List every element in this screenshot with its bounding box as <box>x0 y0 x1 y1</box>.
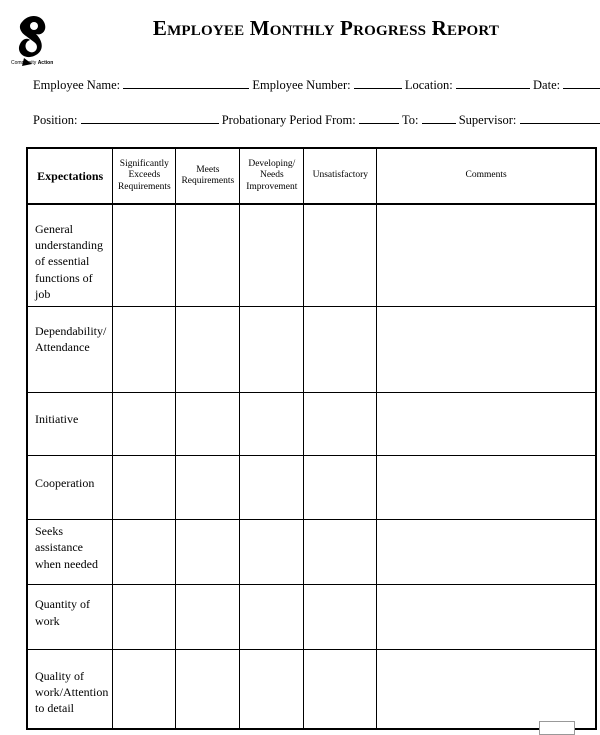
rating-cell[interactable] <box>240 584 304 649</box>
row-label: General understanding of essential functions of job <box>27 204 113 306</box>
rating-cell[interactable] <box>113 455 176 519</box>
significantly-exceeds-header: Significantly Exceeds Requirements <box>113 148 176 204</box>
table-row <box>27 519 596 584</box>
probationary-from-field[interactable] <box>359 111 399 124</box>
probationary-from-label: Probationary Period From: <box>222 113 356 128</box>
table-header-row <box>27 148 596 204</box>
comments-cell[interactable] <box>377 584 596 649</box>
table-row <box>27 204 596 306</box>
rating-cell[interactable] <box>240 204 304 306</box>
comments-header: Comments <box>377 148 596 204</box>
location-label: Location: <box>405 78 453 93</box>
rating-cell[interactable] <box>304 649 377 729</box>
page-scroll-indicator[interactable] <box>539 721 575 735</box>
rating-cell[interactable] <box>304 584 377 649</box>
rating-cell[interactable] <box>176 649 240 729</box>
table-row <box>27 392 596 455</box>
expectations-header: Expectations <box>27 148 113 204</box>
logo-caption: Community Action <box>11 60 53 66</box>
unsatisfactory-header: Unsatisfactory <box>304 148 377 204</box>
to-label: To: <box>402 113 419 128</box>
rating-cell[interactable] <box>304 392 377 455</box>
rating-cell[interactable] <box>113 306 176 392</box>
comments-cell[interactable] <box>377 649 596 729</box>
rating-cell[interactable] <box>113 392 176 455</box>
rating-cell[interactable] <box>304 455 377 519</box>
rating-cell[interactable] <box>176 455 240 519</box>
table-row <box>27 649 596 729</box>
table-row <box>27 584 596 649</box>
row-label: Cooperation <box>27 455 113 519</box>
rating-cell[interactable] <box>176 204 240 306</box>
rating-cell[interactable] <box>113 519 176 584</box>
rating-cell[interactable] <box>176 392 240 455</box>
position-label: Position: <box>33 113 77 128</box>
row-label: Quality of work/Attention to detail <box>27 649 113 729</box>
rating-cell[interactable] <box>176 306 240 392</box>
header-row-2 <box>33 111 600 128</box>
rating-cell[interactable] <box>113 204 176 306</box>
row-label: Seeks assistance when needed <box>27 519 113 584</box>
header-row-1 <box>33 76 600 93</box>
supervisor-field[interactable] <box>520 111 600 124</box>
progress-table <box>26 147 597 730</box>
date-field[interactable] <box>563 76 600 89</box>
to-field[interactable] <box>422 111 456 124</box>
developing-header: Developing/ Needs Improvement <box>240 148 304 204</box>
rating-cell[interactable] <box>304 306 377 392</box>
page-title: Employee Monthly Progress Report <box>0 16 600 41</box>
table-row <box>27 455 596 519</box>
position-field[interactable] <box>81 111 219 124</box>
rating-cell[interactable] <box>240 455 304 519</box>
row-label: Dependability/ Attendance <box>27 306 113 392</box>
comments-cell[interactable] <box>377 455 596 519</box>
location-field[interactable] <box>456 76 530 89</box>
rating-cell[interactable] <box>240 306 304 392</box>
comments-cell[interactable] <box>377 204 596 306</box>
rating-cell[interactable] <box>240 519 304 584</box>
employee-name-field[interactable] <box>123 76 249 89</box>
rating-cell[interactable] <box>304 204 377 306</box>
rating-cell[interactable] <box>176 584 240 649</box>
comments-cell[interactable] <box>377 392 596 455</box>
rating-cell[interactable] <box>240 392 304 455</box>
supervisor-label: Supervisor: <box>459 113 517 128</box>
date-label: Date: <box>533 78 560 93</box>
employee-number-field[interactable] <box>354 76 402 89</box>
row-label: Quantity of work <box>27 584 113 649</box>
comments-cell[interactable] <box>377 306 596 392</box>
meets-requirements-header: Meets Requirements <box>176 148 240 204</box>
rating-cell[interactable] <box>113 649 176 729</box>
employee-number-label: Employee Number: <box>252 78 350 93</box>
rating-cell[interactable] <box>304 519 377 584</box>
employee-name-label: Employee Name: <box>33 78 120 93</box>
table-row <box>27 306 596 392</box>
row-label: Initiative <box>27 392 113 455</box>
rating-cell[interactable] <box>113 584 176 649</box>
rating-cell[interactable] <box>176 519 240 584</box>
comments-cell[interactable] <box>377 519 596 584</box>
rating-cell[interactable] <box>240 649 304 729</box>
